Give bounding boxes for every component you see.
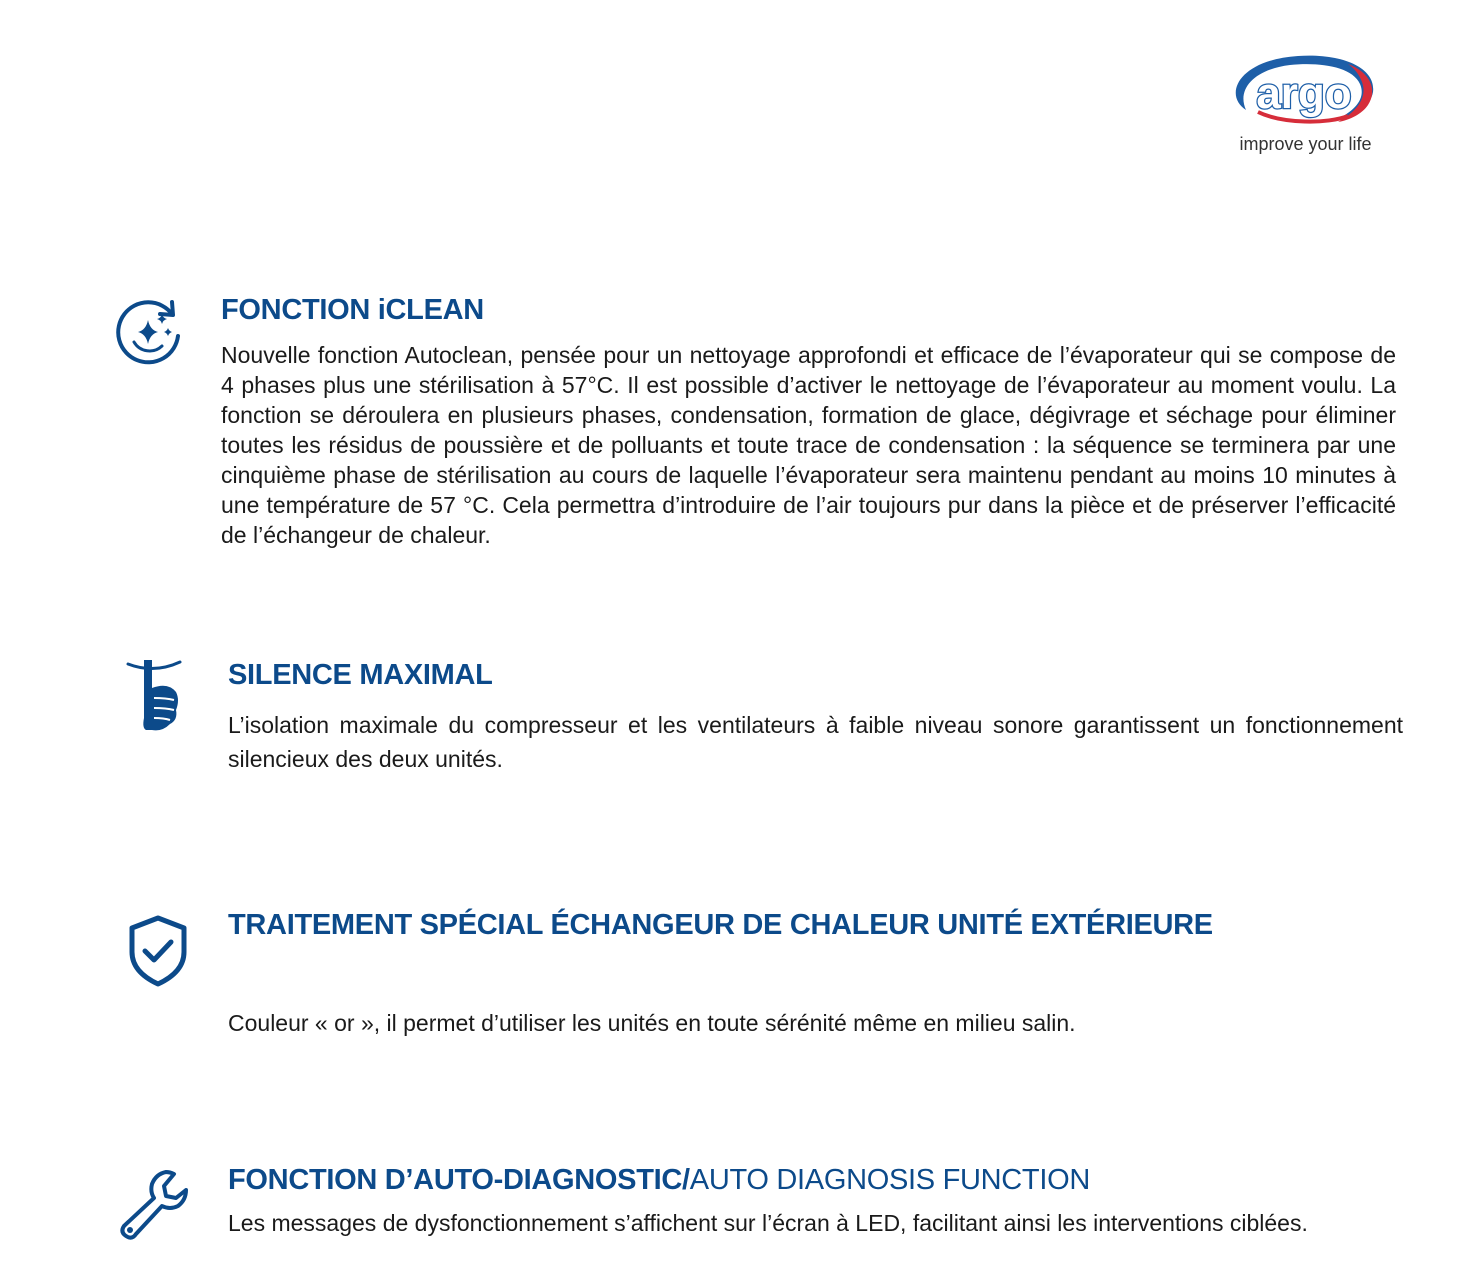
section-title: TRAITEMENT SPÉCIAL ÉCHANGEUR DE CHALEUR UNITÉ EXTÉRIEURE bbox=[228, 909, 1213, 941]
section-text: L’isolation maximale du compresseur et les ventilateurs à faible niveau sonore garantissent un fonctionnement silencieux des deux unités. bbox=[228, 712, 1403, 772]
brand-tagline: improve your life bbox=[1239, 134, 1372, 154]
section-text: Couleur « or », il permet d’utiliser les unités en toute sérénité même en milieu salin. bbox=[228, 1010, 1076, 1036]
silence-hand-icon bbox=[124, 658, 184, 734]
section-title-english: AUTO DIAGNOSIS FUNCTION bbox=[689, 1164, 1091, 1196]
wrench-icon bbox=[116, 1166, 192, 1242]
logo-wordmark: argo bbox=[1256, 69, 1352, 118]
section-title bbox=[228, 1164, 1090, 1197]
sparkle-clean-icon bbox=[112, 296, 186, 370]
argo-logo bbox=[1228, 50, 1378, 160]
section-title: SILENCE MAXIMAL bbox=[228, 659, 493, 691]
section-text: Les messages de dysfonctionnement s’affichent sur l’écran à LED, facilitant ainsi les interventions ciblées. bbox=[228, 1210, 1308, 1236]
argo-logo-mark bbox=[1228, 50, 1378, 130]
section-text: Nouvelle fonction Autoclean, pensée pour un nettoyage approfondi et efficace de l’évaporateur qui se compose de 4 phases plus une stérilisation à 57°C. Il est possible d’activer le nettoyage de l’évaporateur au moment voulu. La fonction se déroulera en plusieurs phases, condensation, formation de glace, dégivrage et séchage pour éliminer toutes les résidus de poussière et de polluants et toute trace de condensation : la séquence se terminera par une cinquième phase de stérilisation au cours de laquelle l’évaporateur sera maintenu pendant au moins 10 minutes à une température de 57 °C. Cela permettra d’introduire de l’air toujours pur dans la pièce et de préserver l’efficacité de l’échangeur de chaleur. bbox=[221, 342, 1396, 548]
section-title: FONCTION iCLEAN bbox=[221, 294, 484, 326]
shield-check-icon bbox=[126, 914, 190, 988]
section-title-bold: FONCTION D’AUTO-DIAGNOSTIC/ bbox=[228, 1164, 690, 1196]
